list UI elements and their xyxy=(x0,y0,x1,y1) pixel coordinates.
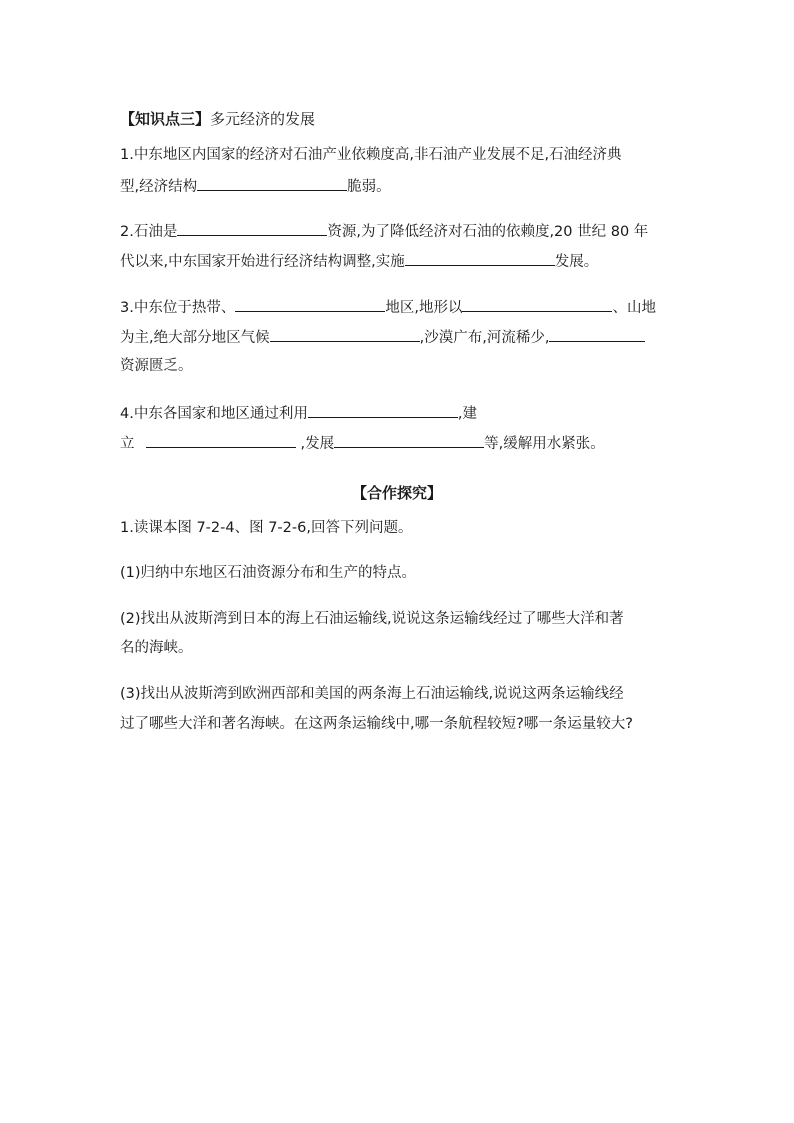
question-3-text-b: 地区,地形以 xyxy=(385,300,463,316)
fill-blank-water-method-3[interactable] xyxy=(334,432,484,448)
question-2-text-c: 代以来,中东国家开始进行经济结构调整,实施 xyxy=(120,254,405,270)
question-4-text-d: ,发展 xyxy=(300,436,335,452)
question-3-line-2 xyxy=(120,326,645,346)
question-3-text-a: 3.中东位于热带、 xyxy=(120,300,236,316)
section-heading-knowledge-point xyxy=(120,109,315,129)
question-3-text-c: 、山地 xyxy=(612,300,656,316)
question-3-line-1 xyxy=(120,296,656,316)
section-heading-cooperative-inquiry: 【合作探究】 xyxy=(351,484,442,502)
question-1-text-a: 型,经济结构 xyxy=(120,179,198,195)
inquiry-question-2-line-2: 名的海峡。 xyxy=(120,640,193,656)
inquiry-question-3-line-1: (3)找出从波斯湾到欧洲西部和美国的两条海上石油运输线,说说这两条运输线经 xyxy=(120,686,624,702)
fill-blank-water-method-1[interactable] xyxy=(308,402,458,418)
fill-blank-oil-resource-type[interactable] xyxy=(177,220,327,236)
fill-blank-development-strategy[interactable] xyxy=(405,250,555,266)
question-2-line-1 xyxy=(120,220,648,240)
question-2-text-b: 资源,为了降低经济对石油的依赖度,20 世纪 80 年 xyxy=(327,224,649,240)
section-heading-label: 【知识点三】 xyxy=(120,110,211,128)
question-1-text-b: 脆弱。 xyxy=(347,179,391,195)
question-4-text-e: 等,缓解用水紧张。 xyxy=(484,436,605,452)
fill-blank-economic-structure[interactable] xyxy=(197,175,347,191)
question-3-text-d: 为主,绝大部分地区气候 xyxy=(120,330,270,346)
inquiry-question-1: (1)归纳中东地区石油资源分布和生产的特点。 xyxy=(120,565,417,581)
question-3-line-3: 资源匮乏。 xyxy=(120,358,193,374)
question-1-line-1: 1.中东地区内国家的经济对石油产业依赖度高,非石油产业发展不足,石油经济典 xyxy=(120,147,622,163)
question-4-text-b: ,建 xyxy=(457,406,477,422)
question-4-line-1 xyxy=(120,402,477,422)
question-2-text-a: 2.石油是 xyxy=(120,224,178,240)
section-heading-title: 多元经济的发展 xyxy=(210,110,316,128)
question-2-line-2 xyxy=(120,250,598,270)
question-2-text-d: 发展。 xyxy=(554,254,599,270)
fill-blank-climate-type[interactable] xyxy=(270,326,420,342)
question-4-text-a: 4.中东各国家和地区通过利用 xyxy=(120,406,308,422)
question-4-line-2 xyxy=(120,432,605,452)
question-3-text-e: ,沙漠广布,河流稀少, xyxy=(419,330,550,346)
fill-blank-water-method-2[interactable] xyxy=(146,432,296,448)
inquiry-intro: 1.读课本图 7-2-4、图 7-2-6,回答下列问题。 xyxy=(120,520,413,536)
fill-blank-scarce-resource[interactable] xyxy=(549,326,645,342)
fill-blank-terrain[interactable] xyxy=(462,296,612,312)
inquiry-question-3-line-2: 过了哪些大洋和著名海峡。在这两条运输线中,哪一条航程较短?哪一条运量较大? xyxy=(120,716,633,732)
inquiry-question-2-line-1: (2)找出从波斯湾到日本的海上石油运输线,说说这条运输线经过了哪些大洋和著 xyxy=(120,611,624,627)
fill-blank-climate-zone[interactable] xyxy=(235,296,385,312)
question-1-line-2 xyxy=(120,175,391,195)
question-4-text-c: 立 xyxy=(120,436,135,452)
